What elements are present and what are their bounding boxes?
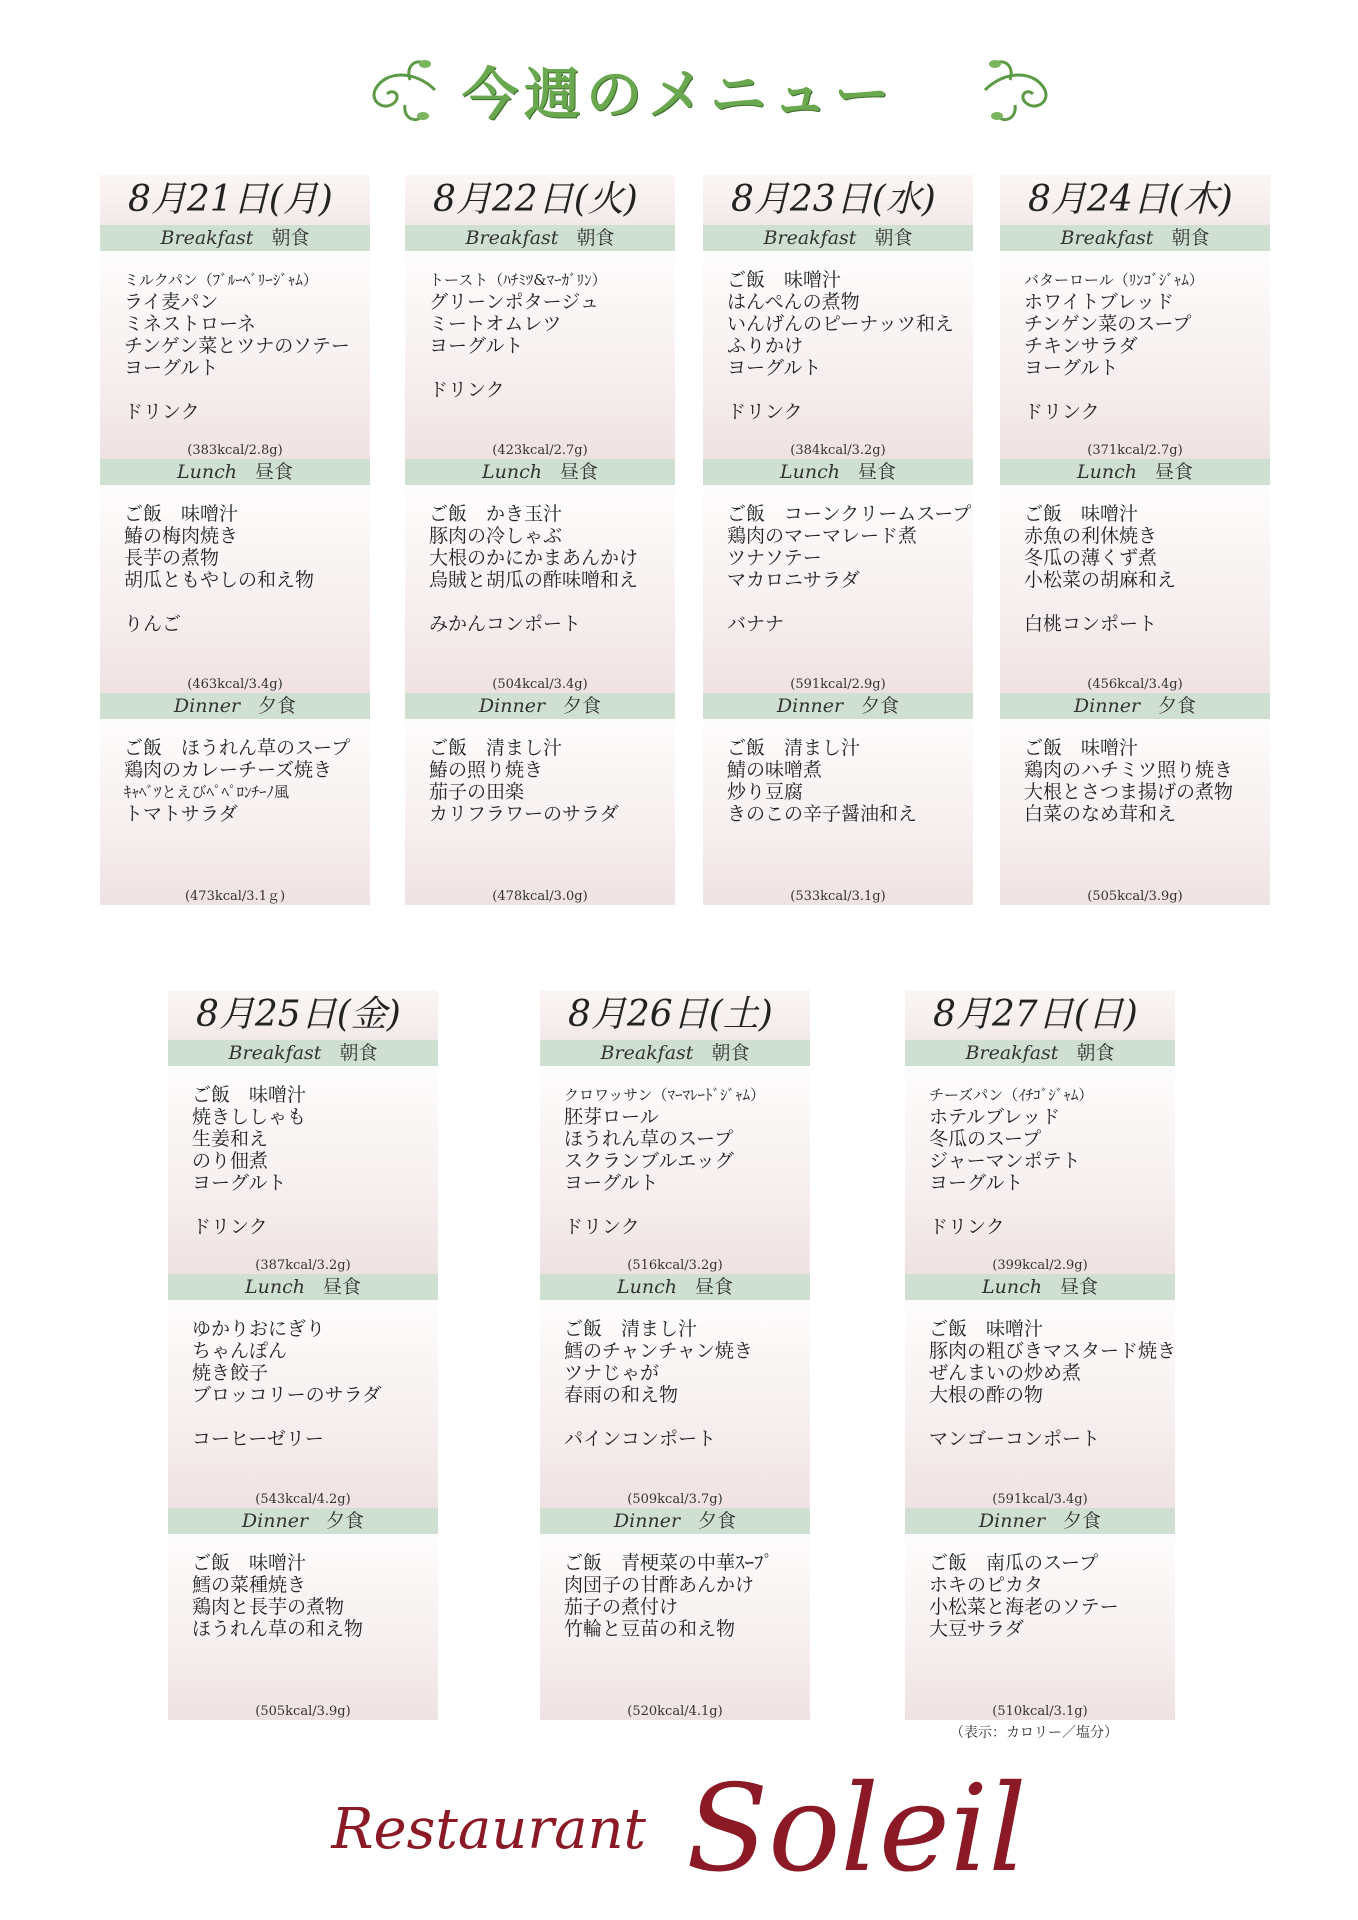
restaurant-footer [0, 1760, 1358, 1910]
lunch-label-jp: 昼食 [694, 1276, 733, 1298]
menu-item: りんご [124, 613, 182, 635]
dinner-label-en: Dinner [478, 695, 546, 717]
day-date: 8月23日(水) [703, 175, 973, 225]
menu-item: のり佃煮 [192, 1150, 269, 1172]
lunch-nutrition: (591kcal/2.9g) [790, 677, 886, 692]
dinner-nutrition: (510kcal/3.1g) [992, 1704, 1088, 1719]
menu-item: 鯖の味噌煮 [727, 759, 823, 781]
lunch-menu-list [540, 1300, 810, 1450]
menu-item: 冬瓜のスープ [929, 1128, 1042, 1150]
menu-item: 鱈のチャンチャン焼き [564, 1340, 753, 1362]
menu-item: 炒り豆腐 [727, 781, 804, 803]
breakfast-menu-list [1000, 251, 1270, 423]
breakfast-section [168, 1040, 438, 1274]
dinner-section [100, 693, 370, 905]
lunch-label-jp: 昼食 [559, 461, 598, 483]
dinner-label-en: Dinner [776, 695, 844, 717]
menu-item: ドリンク [192, 1216, 268, 1238]
dinner-label-jp: 夕食 [563, 695, 602, 717]
dinner-label-jp: 夕食 [698, 1510, 737, 1532]
menu-item: ご飯 味噌汁 [124, 503, 239, 525]
menu-item: ライ麦パン [124, 291, 219, 313]
breakfast-label-en: Breakfast [1060, 227, 1154, 249]
menu-item: 冬瓜の薄くず煮 [1024, 547, 1158, 569]
menu-item: 春雨の和え物 [564, 1384, 679, 1406]
lunch-menu-list [1000, 485, 1270, 635]
menu-item: ドリンク [429, 379, 505, 401]
lunch-header [100, 459, 370, 485]
lunch-nutrition: (463kcal/3.4g) [187, 677, 283, 692]
day-date: 8月26日(土) [540, 990, 810, 1040]
lunch-nutrition: (509kcal/3.7g) [627, 1492, 723, 1507]
menu-item: ご飯 清まし汁 [429, 737, 563, 759]
menu-item: 鰆の梅肉焼き [124, 525, 239, 547]
menu-item: ヨーグルト [192, 1172, 287, 1194]
dinner-header [540, 1508, 810, 1534]
menu-item: 烏賊と胡瓜の酢味噌和え [429, 569, 639, 591]
menu-item: いんげんのピーナッツ和え [727, 313, 954, 335]
menu-item: ご飯 味噌汁 [192, 1084, 307, 1106]
breakfast-label-en: Breakfast [763, 227, 857, 249]
dinner-section [905, 1508, 1175, 1720]
menu-item: ｷｬﾍﾞﾂとえびﾍﾟﾍﾟﾛﾝﾁｰﾉ風 [124, 783, 290, 801]
breakfast-label-jp: 朝食 [711, 1042, 750, 1064]
menu-item: チキンサラダ [1024, 335, 1138, 357]
menu-item: ジャーマンポテト [929, 1150, 1081, 1172]
lunch-section [703, 459, 973, 693]
dinner-label-en: Dinner [1073, 695, 1141, 717]
day-column [540, 990, 810, 1720]
menu-item: トースト（ﾊﾁﾐﾂ&ﾏｰｶﾞﾘﾝ） [429, 271, 607, 289]
menu-item: ドリンク [929, 1216, 1005, 1238]
lunch-label-en: Lunch [780, 461, 840, 483]
menu-item: ちゃんぽん [192, 1340, 288, 1362]
dinner-section [405, 693, 675, 905]
menu-item: ドリンク [1024, 401, 1100, 423]
breakfast-label-jp: 朝食 [874, 227, 913, 249]
menu-item: マンゴーコンポート [929, 1428, 1101, 1450]
menu-item: カリフラワーのサラダ [429, 803, 619, 825]
legend-note: （表示：カロリー／塩分） [950, 1725, 1118, 1741]
menu-item: ヨーグルト [929, 1172, 1024, 1194]
lunch-section [905, 1274, 1175, 1508]
breakfast-menu-list [540, 1066, 810, 1238]
menu-item: ヨーグルト [429, 335, 524, 357]
lunch-nutrition: (543kcal/4.2g) [255, 1492, 351, 1507]
breakfast-header [405, 225, 675, 251]
lunch-header [703, 459, 973, 485]
breakfast-section [540, 1040, 810, 1274]
breakfast-label-en: Breakfast [160, 227, 254, 249]
menu-item: グリーンポタージュ [429, 291, 599, 313]
dinner-nutrition: (478kcal/3.0g) [492, 889, 588, 904]
breakfast-header [100, 225, 370, 251]
menu-item: 長芋の煮物 [124, 547, 220, 569]
breakfast-section [703, 225, 973, 459]
menu-item: 小松菜の胡麻和え [1024, 569, 1177, 591]
lunch-section [540, 1274, 810, 1508]
lunch-label-en: Lunch [617, 1276, 677, 1298]
leaf-ornament-right-icon [975, 50, 1065, 130]
dinner-section [168, 1508, 438, 1720]
breakfast-label-en: Breakfast [600, 1042, 694, 1064]
breakfast-header [540, 1040, 810, 1066]
breakfast-nutrition: (384kcal/3.2g) [790, 443, 886, 458]
dinner-header [905, 1508, 1175, 1534]
menu-item: マカロニサラダ [727, 569, 860, 591]
lunch-menu-list [905, 1300, 1175, 1450]
breakfast-header [168, 1040, 438, 1066]
lunch-section [1000, 459, 1270, 693]
lunch-label-jp: 昼食 [1154, 461, 1193, 483]
breakfast-label-en: Breakfast [965, 1042, 1059, 1064]
day-column [905, 990, 1175, 1720]
menu-item: 鶏肉のマーマレード煮 [727, 525, 918, 547]
lunch-header [905, 1274, 1175, 1300]
lunch-menu-list [168, 1300, 438, 1450]
breakfast-nutrition: (516kcal/3.2g) [627, 1258, 723, 1273]
day-column [168, 990, 438, 1720]
menu-item: ヨーグルト [727, 357, 822, 379]
menu-item: ほうれん草のスープ [564, 1128, 734, 1150]
breakfast-header [905, 1040, 1175, 1066]
menu-item: 鱈の菜種焼き [192, 1574, 307, 1596]
dinner-section [540, 1508, 810, 1720]
breakfast-nutrition: (383kcal/2.8g) [187, 443, 283, 458]
menu-item: ふりかけ [727, 335, 804, 357]
lunch-label-jp: 昼食 [254, 461, 293, 483]
breakfast-header [1000, 225, 1270, 251]
menu-item: ゆかりおにぎり [192, 1318, 326, 1340]
breakfast-nutrition: (423kcal/2.7g) [492, 443, 588, 458]
dinner-nutrition: (533kcal/3.1g) [790, 889, 886, 904]
menu-item: ヨーグルト [1024, 357, 1119, 379]
breakfast-nutrition: (371kcal/2.7g) [1087, 443, 1183, 458]
menu-item: ご飯 清まし汁 [564, 1318, 698, 1340]
menu-item: 大根とさつま揚げの煮物 [1024, 781, 1234, 803]
lunch-label-en: Lunch [245, 1276, 305, 1298]
menu-item: 豚肉の冷しゃぶ [429, 525, 563, 547]
dinner-menu-list [1000, 719, 1270, 825]
dinner-section [703, 693, 973, 905]
lunch-header [405, 459, 675, 485]
breakfast-menu-list [100, 251, 370, 423]
breakfast-label-jp: 朝食 [271, 227, 310, 249]
breakfast-section [905, 1040, 1175, 1274]
dinner-label-jp: 夕食 [326, 1510, 365, 1532]
dinner-menu-list [168, 1534, 438, 1640]
menu-item: ご飯 味噌汁 [1024, 503, 1139, 525]
menu-item: ドリンク [124, 401, 200, 423]
dinner-label-jp: 夕食 [258, 695, 297, 717]
day-date: 8月25日(金) [168, 990, 438, 1040]
lunch-section [405, 459, 675, 693]
dinner-menu-list [100, 719, 370, 825]
menu-item: ドリンク [727, 401, 803, 423]
breakfast-menu-list [405, 251, 675, 401]
menu-item: ぜんまいの炒め煮 [929, 1362, 1082, 1384]
menu-item: ホキのピカタ [929, 1574, 1044, 1596]
menu-item: ツナじゃが [564, 1362, 660, 1384]
menu-item: ヨーグルト [124, 357, 219, 379]
menu-item: 赤魚の利休焼き [1024, 525, 1158, 547]
menu-item: チンゲン菜のスープ [1024, 313, 1192, 335]
dinner-header [1000, 693, 1270, 719]
lunch-section [100, 459, 370, 693]
menu-item: 焼き餃子 [192, 1362, 269, 1384]
menu-item: ヨーグルト [564, 1172, 659, 1194]
breakfast-label-jp: 朝食 [339, 1042, 378, 1064]
lunch-label-en: Lunch [1077, 461, 1137, 483]
menu-item: 白桃コンポート [1024, 613, 1158, 635]
day-column [1000, 175, 1270, 905]
day-date: 8月27日(日) [905, 990, 1175, 1040]
menu-item: ミートオムレツ [429, 313, 562, 335]
menu-item: ご飯 清まし汁 [727, 737, 861, 759]
menu-item: ご飯 かき玉汁 [429, 503, 563, 525]
lunch-label-en: Lunch [177, 461, 237, 483]
menu-item: 白菜のなめ茸和え [1024, 803, 1177, 825]
dinner-label-en: Dinner [613, 1510, 681, 1532]
breakfast-label-jp: 朝食 [1171, 227, 1210, 249]
menu-item: パインコンポート [564, 1428, 717, 1450]
menu-item: コーヒーゼリー [192, 1428, 324, 1450]
dinner-nutrition: (473kcal/3.1ｇ) [184, 889, 286, 904]
lunch-nutrition: (591kcal/3.4g) [992, 1492, 1088, 1507]
restaurant-name: Soleil [686, 1760, 1027, 1899]
menu-item: 鶏肉のハチミツ照り焼き [1024, 759, 1234, 781]
menu-item: ホテルブレッド [929, 1106, 1061, 1128]
restaurant-label: Restaurant [331, 1797, 647, 1862]
dinner-menu-list [540, 1534, 810, 1640]
lunch-label-en: Lunch [982, 1276, 1042, 1298]
day-column [100, 175, 370, 905]
lunch-menu-list [100, 485, 370, 635]
menu-item: 大根の酢の物 [929, 1384, 1044, 1406]
dinner-label-jp: 夕食 [1158, 695, 1197, 717]
breakfast-menu-list [168, 1066, 438, 1238]
menu-item: ご飯 ほうれん草のスープ [124, 737, 351, 759]
day-date: 8月21日(月) [100, 175, 370, 225]
menu-item: 鰆の照り焼き [429, 759, 544, 781]
lunch-nutrition: (456kcal/3.4g) [1087, 677, 1183, 692]
page-title: 今週のメニュー [462, 62, 896, 128]
breakfast-menu-list [905, 1066, 1175, 1238]
menu-item: トマトサラダ [124, 803, 238, 825]
breakfast-header [703, 225, 973, 251]
breakfast-menu-list [703, 251, 973, 423]
breakfast-label-en: Breakfast [228, 1042, 322, 1064]
dinner-menu-list [905, 1534, 1175, 1640]
menu-item: 茄子の煮付け [564, 1596, 679, 1618]
dinner-nutrition: (505kcal/3.9g) [1087, 889, 1183, 904]
menu-item: 鶏肉のカレーチーズ焼き [124, 759, 333, 781]
breakfast-section [405, 225, 675, 459]
dinner-header [100, 693, 370, 719]
day-date: 8月22日(火) [405, 175, 675, 225]
menu-item: 胚芽ロール [564, 1106, 659, 1128]
menu-item: ほうれん草の和え物 [192, 1618, 364, 1640]
menu-item: チーズパン（ｲﾁｺﾞｼﾞｬﾑ） [929, 1086, 1094, 1104]
menu-item: ご飯 味噌汁 [727, 269, 842, 291]
menu-item: 大根のかにかまあんかけ [429, 547, 639, 569]
menu-item: ご飯 味噌汁 [1024, 737, 1139, 759]
menu-item: ご飯 南瓜のスープ [929, 1552, 1099, 1574]
breakfast-nutrition: (399kcal/2.9g) [992, 1258, 1088, 1273]
menu-item: ご飯 味噌汁 [929, 1318, 1044, 1340]
menu-item: 焼きししゃも [192, 1106, 307, 1128]
lunch-header [540, 1274, 810, 1300]
dinner-label-en: Dinner [173, 695, 241, 717]
day-column [405, 175, 675, 905]
dinner-label-jp: 夕食 [861, 695, 900, 717]
menu-item: ご飯 コーンクリームスープ [727, 503, 972, 525]
menu-item: ご飯 青梗菜の中華ｽｰﾌﾟ [564, 1552, 774, 1574]
dinner-nutrition: (505kcal/3.9g) [255, 1704, 351, 1719]
dinner-nutrition: (520kcal/4.1g) [627, 1704, 723, 1719]
menu-item: 豚肉の粗びきマスタード焼き [929, 1340, 1177, 1362]
dinner-header [703, 693, 973, 719]
menu-item: はんぺんの煮物 [727, 291, 860, 313]
lunch-header [1000, 459, 1270, 485]
menu-item: 大豆サラダ [929, 1618, 1024, 1640]
lunch-nutrition: (504kcal/3.4g) [492, 677, 588, 692]
dinner-menu-list [703, 719, 973, 825]
breakfast-label-en: Breakfast [465, 227, 559, 249]
menu-item: クロワッサン（ﾏｰﾏﾚｰﾄﾞｼﾞｬﾑ） [564, 1086, 766, 1104]
menu-item: みかんコンポート [429, 613, 582, 635]
menu-item: ドリンク [564, 1216, 640, 1238]
lunch-label-jp: 昼食 [857, 461, 896, 483]
dinner-label-jp: 夕食 [1063, 1510, 1102, 1532]
breakfast-label-jp: 朝食 [576, 227, 615, 249]
menu-item: 小松菜と海老のソテー [929, 1596, 1119, 1618]
lunch-label-jp: 昼食 [322, 1276, 361, 1298]
menu-item: スクランブルエッグ [564, 1150, 734, 1172]
breakfast-section [100, 225, 370, 459]
lunch-header [168, 1274, 438, 1300]
menu-item: ツナソテー [727, 547, 822, 569]
menu-item: バターロール（ﾘﾝｺﾞｼﾞｬﾑ） [1024, 271, 1204, 289]
lunch-menu-list [703, 485, 973, 635]
menu-item: ブロッコリーのサラダ [192, 1384, 382, 1406]
menu-item: バナナ [727, 613, 785, 635]
menu-item: ミルクパン（ﾌﾞﾙｰﾍﾞﾘｰｼﾞｬﾑ） [124, 271, 318, 289]
dinner-header [405, 693, 675, 719]
menu-item: 茄子の田楽 [429, 781, 525, 803]
lunch-label-jp: 昼食 [1059, 1276, 1098, 1298]
menu-item: ホワイトブレッド [1024, 291, 1174, 313]
menu-item: 生姜和え [192, 1128, 269, 1150]
menu-item: ミネストローネ [124, 313, 257, 335]
lunch-label-en: Lunch [482, 461, 542, 483]
dinner-label-en: Dinner [978, 1510, 1046, 1532]
menu-item: 竹輪と豆苗の和え物 [564, 1618, 736, 1640]
menu-item: 胡瓜ともやしの和え物 [124, 569, 315, 591]
lunch-menu-list [405, 485, 675, 635]
lunch-section [168, 1274, 438, 1508]
breakfast-nutrition: (387kcal/3.2g) [255, 1258, 351, 1273]
menu-item: きのこの辛子醤油和え [727, 803, 918, 825]
dinner-header [168, 1508, 438, 1534]
day-date: 8月24日(木) [1000, 175, 1270, 225]
menu-item: 鶏肉と長芋の煮物 [192, 1596, 345, 1618]
menu-item: 肉団子の甘酢あんかけ [564, 1574, 755, 1596]
breakfast-section [1000, 225, 1270, 459]
dinner-menu-list [405, 719, 675, 825]
breakfast-label-jp: 朝食 [1076, 1042, 1115, 1064]
dinner-label-en: Dinner [241, 1510, 309, 1532]
dinner-section [1000, 693, 1270, 905]
menu-item: チンゲン菜とツナのソテー [124, 335, 350, 357]
day-column [703, 175, 973, 905]
menu-item: ご飯 味噌汁 [192, 1552, 307, 1574]
